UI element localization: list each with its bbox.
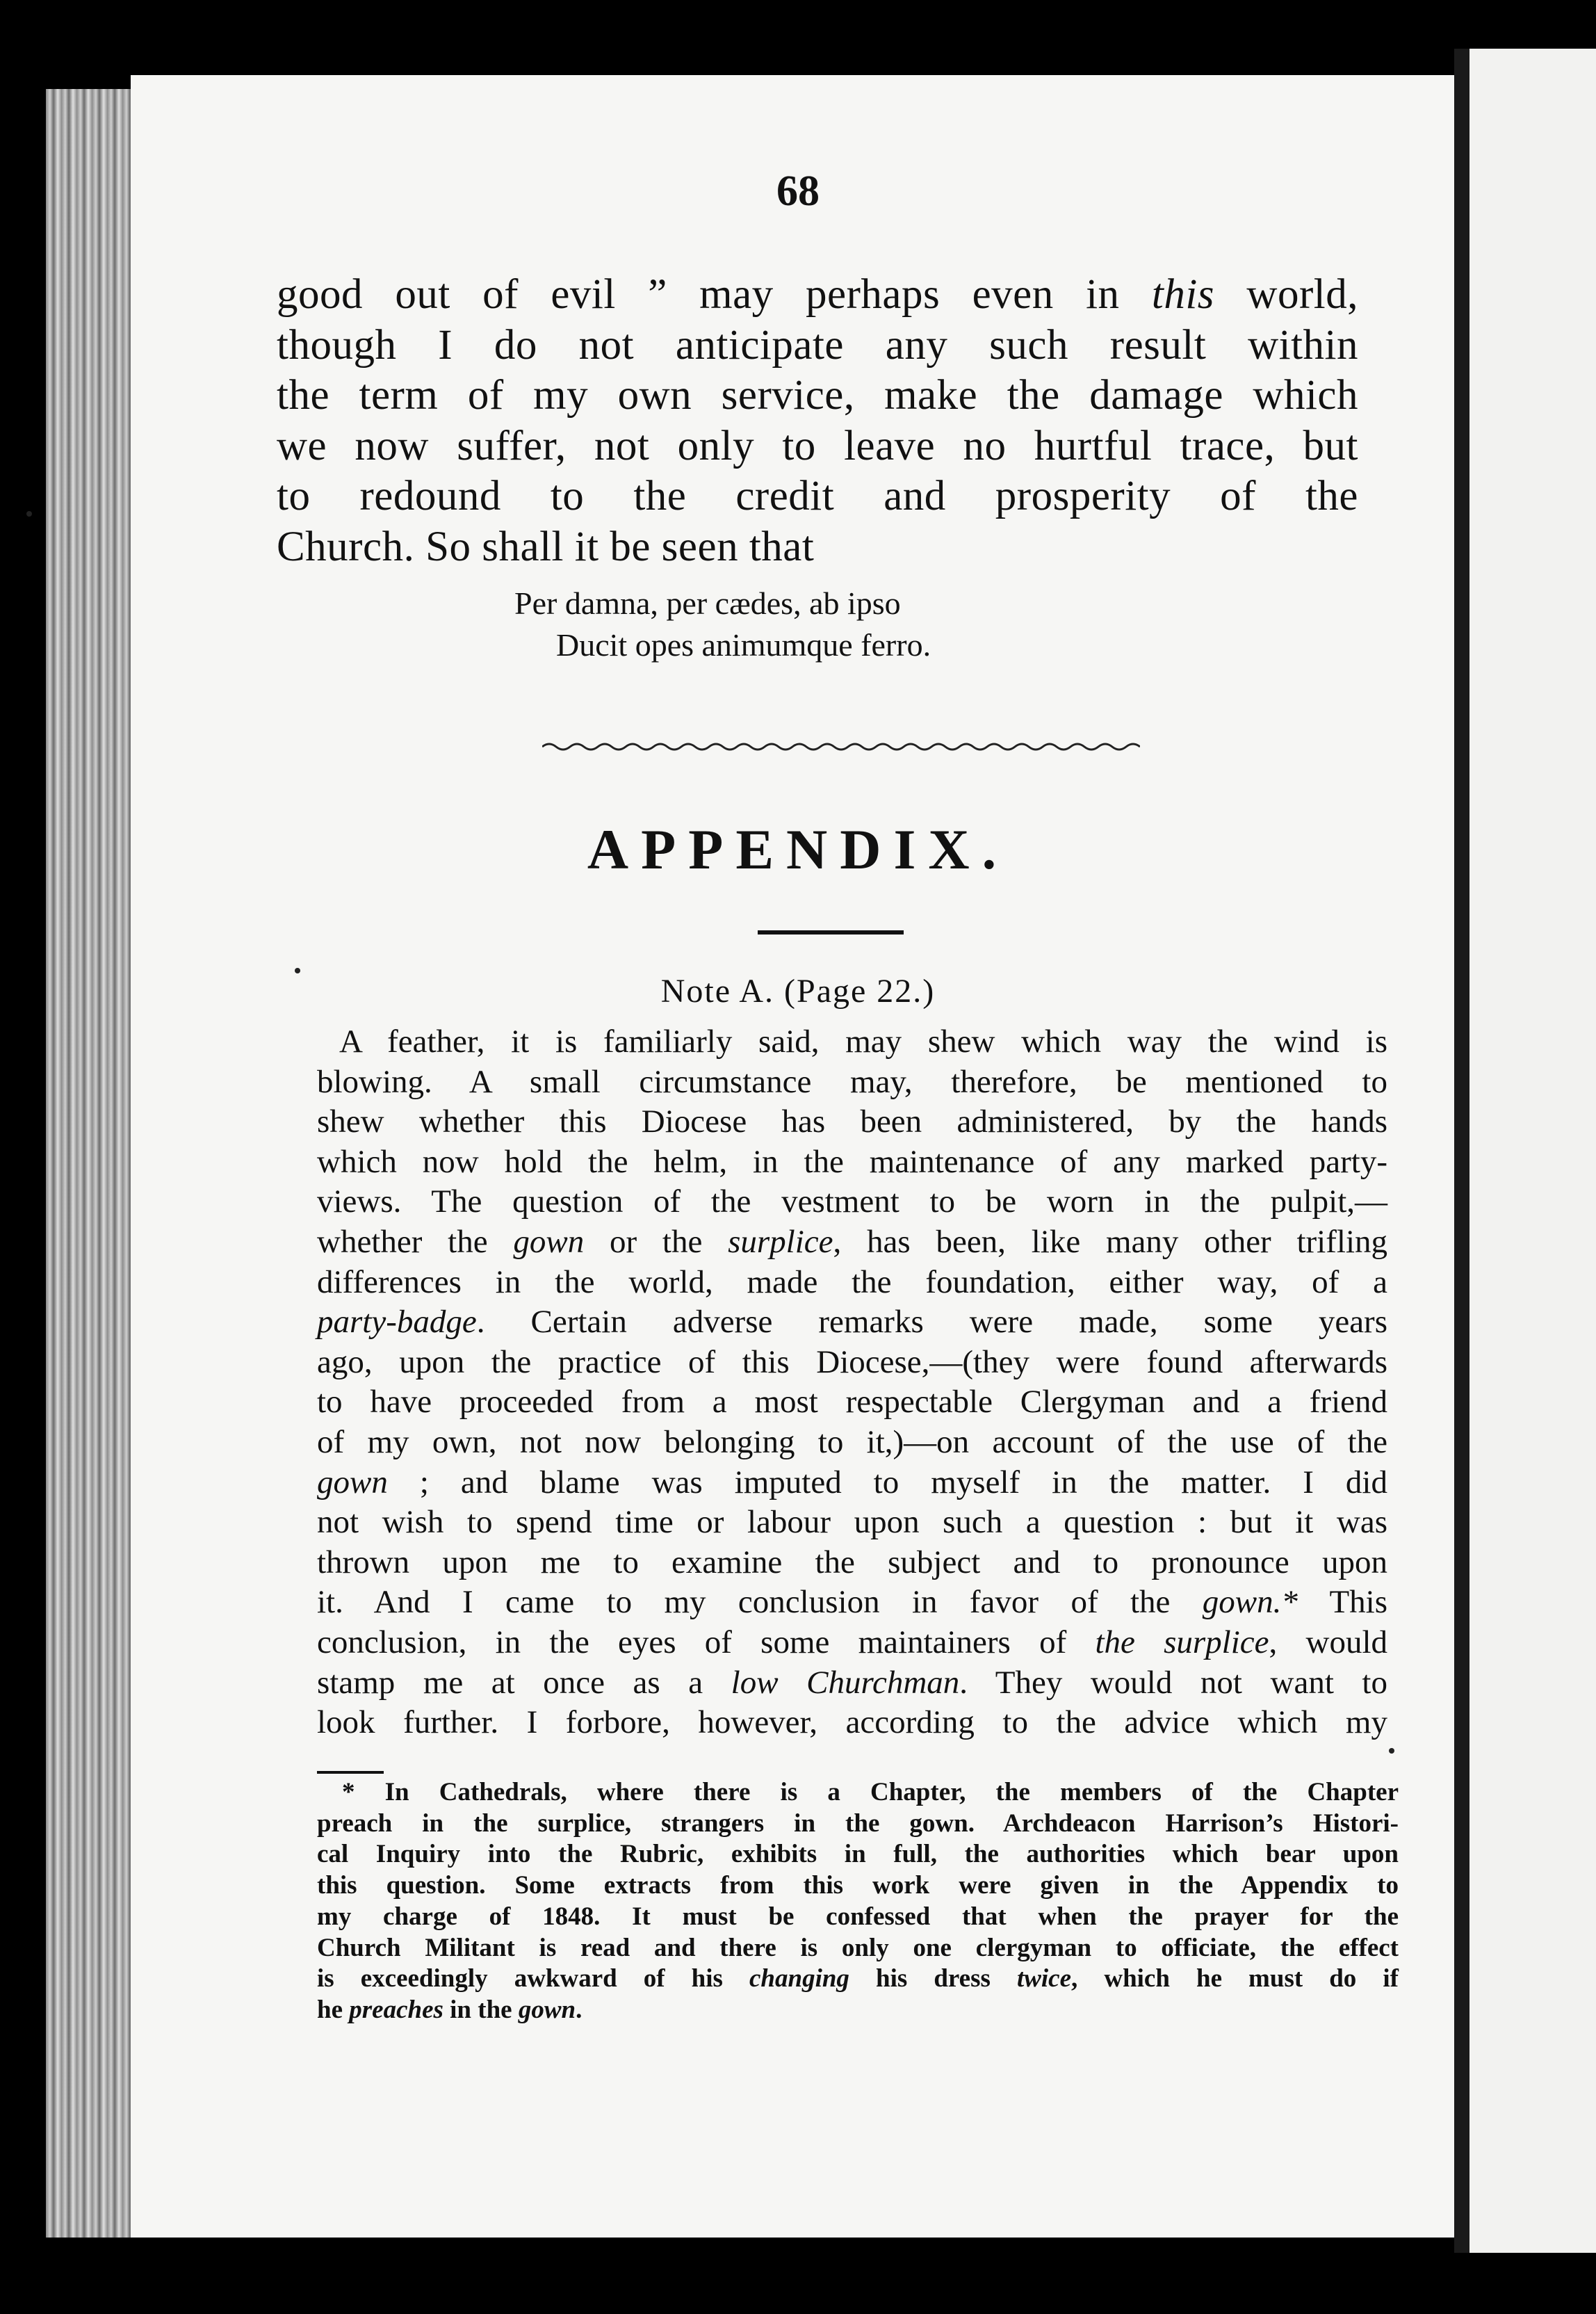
note-page-ref: (Page 22.) (784, 973, 936, 1010)
note-body (317, 1022, 1387, 1743)
title-rule (758, 930, 904, 934)
paragraph-line: the term of my own service, make the damage which (277, 372, 1358, 419)
note-line: ago, upon the practice of this Diocese,—(they were found afterwards (317, 1343, 1387, 1380)
italic-word: gown (513, 1223, 585, 1260)
appendix-title: APPENDIX. (587, 818, 1009, 881)
italic-word: the surplice (1095, 1624, 1269, 1660)
note-line: gown ; and blame was imputed to myself in the matter. I did (317, 1464, 1387, 1500)
scan-speck (26, 511, 32, 517)
verse-line: Ducit opes animumque ferro. (556, 627, 931, 663)
footnote-line: * In Cathedrals, where there is a Chapter, the members of the Chapter (342, 1778, 1399, 1806)
page-number: 68 (776, 168, 820, 215)
page-gutter-shadow (1454, 49, 1469, 2253)
scan-speck (1389, 1748, 1394, 1754)
note-line: blowing. A small circumstance may, therefore, be mentioned to (317, 1063, 1387, 1100)
italic-word: preaches (349, 1995, 443, 2024)
scan-speck (295, 968, 300, 973)
footnote-rule (317, 1771, 384, 1774)
note-heading (0, 972, 1596, 1010)
paragraph-line: though I do not anticipate any such result within (277, 321, 1358, 369)
note-line: look further. I forbore, however, according to the advice which my (317, 1704, 1387, 1741)
verse-line: Per damna, per cædes, ab ipso (514, 585, 901, 621)
footnote-line: this question. Some extracts from this work were given in the Appendix to (317, 1871, 1399, 1900)
note-line: of my own, not now belonging to it,)—on account of the use of the (317, 1423, 1387, 1460)
note-line: shew whether this Diocese has been administered, by the hands (317, 1103, 1387, 1140)
paragraph-line: Church. So shall it be seen that (277, 523, 815, 570)
footnote-line: cal Inquiry into the Rubric, exhibits in full, the authorities which bear upon (317, 1840, 1399, 1869)
book-spine-edge (46, 89, 132, 2238)
note-line: to have proceeded from a most respectable Clergyman and a friend (317, 1384, 1387, 1421)
italic-word: low Churchman (731, 1664, 960, 1701)
paragraph-line: we now suffer, not only to leave no hurtful trace, but (277, 422, 1358, 469)
latin-verse (514, 583, 931, 666)
paragraph-line: to redound to the credit and prosperity of the (277, 473, 1358, 519)
footnote-line: preach in the surplice, strangers in the gown. Archdeacon Harrison’s Histori- (317, 1809, 1399, 1838)
note-line: views. The question of the vestment to be worn in the pulpit,— (317, 1183, 1387, 1220)
paragraph-line: good out of evil ” may perhaps even in this world, (277, 271, 1358, 318)
note-letter: Note A. (660, 973, 775, 1010)
footnote-line: Church Militant is read and there is only one clergyman to officiate, the effect (317, 1933, 1399, 1962)
note-line: conclusion, in the eyes of some maintainers of the surplice, would (317, 1624, 1388, 1660)
footnote-line: my charge of 1848. It must be confessed that when the prayer for the (317, 1902, 1399, 1931)
italic-word: surplice (728, 1223, 833, 1260)
note-line: party-badge. Certain adverse remarks were made, some years (317, 1304, 1387, 1341)
wavy-divider (542, 736, 1140, 755)
note-line: not wish to spend time or labour upon such a question : but it was (317, 1504, 1387, 1541)
italic-word: changing (749, 1964, 849, 1993)
note-line: it. And I came to my conclusion in favor of the gown.* This (317, 1584, 1388, 1621)
note-line: differences in the world, made the foundation, either way, of a (317, 1263, 1387, 1300)
footnote (317, 1777, 1399, 2026)
italic-word: twice (1016, 1964, 1072, 1993)
note-line: which now hold the helm, in the maintenance of any marked party- (317, 1143, 1387, 1180)
italic-word: gown (317, 1464, 388, 1500)
note-line: A feather, it is familiarly said, may shew which way the wind is (339, 1024, 1387, 1060)
main-paragraph (277, 270, 1358, 572)
italic-word: gown (518, 1995, 576, 2024)
facing-page-edge (1469, 49, 1596, 2253)
note-line: thrown upon me to examine the subject and to pronounce upon (317, 1544, 1387, 1580)
italic-word: party-badge (317, 1304, 477, 1341)
note-line: stamp me at once as a low Churchman. They would not want to (317, 1664, 1387, 1701)
footnote-line: is exceedingly awkward of his changing his dress twice, which he must do if (317, 1964, 1399, 1993)
italic-word: gown.* (1202, 1584, 1298, 1621)
note-line: whether the gown or the surplice, has been, like many other trifling (317, 1223, 1388, 1260)
footnote-line: he preaches in the gown. (317, 1995, 583, 2024)
italic-word: this (1151, 271, 1215, 318)
